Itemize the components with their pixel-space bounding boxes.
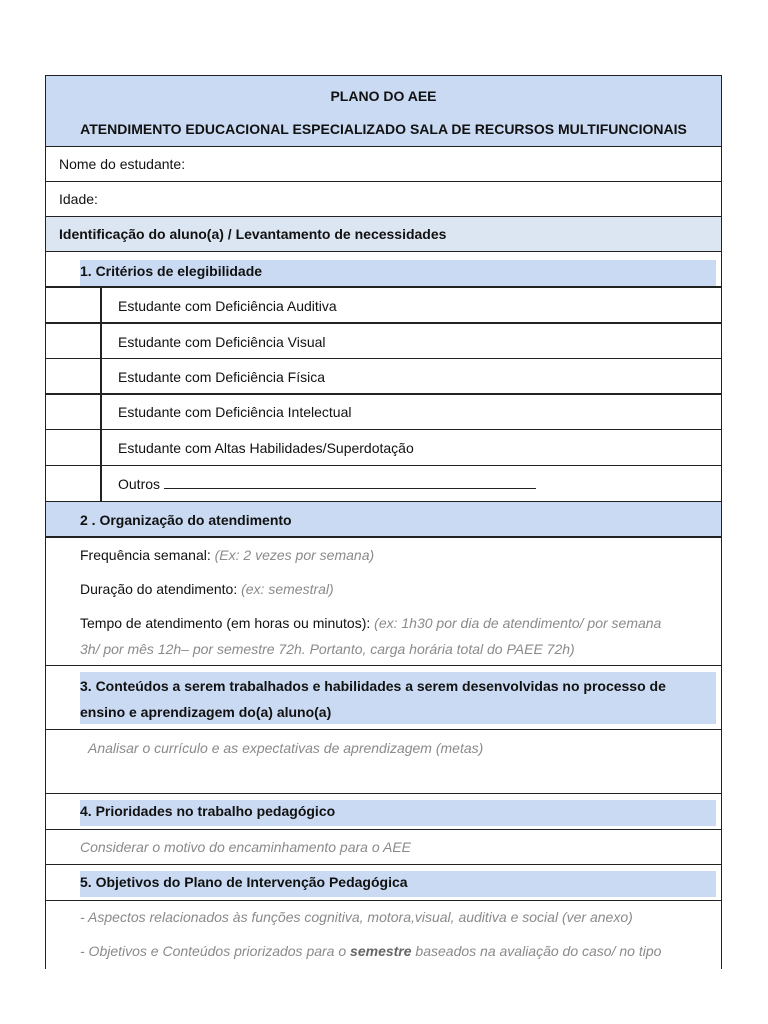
form-subtitle: ATENDIMENTO EDUCACIONAL ESPECIALIZADO SALA DE RECURSOS MULTIFUNCIONAIS (80, 121, 687, 137)
time-line (80, 615, 661, 631)
section5-content[interactable] (46, 901, 721, 970)
frequency-line (80, 547, 374, 563)
form-header (46, 76, 721, 147)
checklist-row[interactable] (46, 324, 721, 359)
section1-heading-row (46, 252, 721, 288)
section5-hint-2-emphasis: semestre (350, 943, 412, 959)
checkbox-cell[interactable] (46, 288, 102, 322)
frequency-label: Frequência semanal: (80, 547, 211, 563)
other-blank-line[interactable] (164, 476, 536, 489)
checkbox-cell[interactable] (46, 466, 102, 501)
checklist-row[interactable] (46, 288, 721, 324)
identification-row (46, 217, 721, 252)
section4-hint: Considerar o motivo do encaminhamento para o AEE (80, 839, 411, 855)
section5-heading-row (46, 865, 721, 901)
duration-line (80, 581, 334, 597)
section5-hint-2 (80, 943, 661, 959)
form-title: PLANO DO AEE (330, 88, 437, 104)
time-hint-continued: 3h/ por mês 12h– por semestre 72h. Portanto, carga horária total do PAEE 72h) (80, 641, 575, 657)
section2-title: 2 . Organização do atendimento (80, 512, 292, 528)
checkbox-cell[interactable] (46, 395, 102, 429)
section4-content[interactable] (46, 830, 721, 865)
duration-hint: (ex: semestral) (241, 581, 334, 597)
checklist-row[interactable] (46, 395, 721, 430)
checkbox-cell[interactable] (46, 324, 102, 358)
section2-heading-row (46, 502, 721, 538)
checklist-label: Estudante com Deficiência Visual (118, 334, 326, 350)
checklist-label: Estudante com Altas Habilidades/Superdotação (118, 440, 414, 456)
student-name-label: Nome do estudante: (59, 156, 186, 172)
section4-title: 4. Prioridades no trabalho pedagógico (80, 803, 336, 819)
age-label: Idade: (59, 191, 98, 207)
student-name-row[interactable] (46, 147, 721, 182)
duration-label: Duração do atendimento: (80, 581, 238, 597)
frequency-hint: (Ex: 2 vezes por semana) (214, 547, 375, 563)
section3-title-line2: ensino e aprendizagem do(a) aluno(a) (80, 704, 332, 720)
section3-title-line1: 3. Conteúdos a serem trabalhados e habilidades a serem desenvolvidas no processo de (80, 678, 666, 694)
checklist-row[interactable] (46, 430, 721, 466)
section3-heading-row (46, 666, 721, 730)
checklist-label: Estudante com Deficiência Auditiva (118, 298, 337, 314)
time-label: Tempo de atendimento (em horas ou minutos): (80, 615, 371, 631)
other-option (118, 476, 536, 492)
checklist-label: Estudante com Deficiência Intelectual (118, 404, 352, 420)
checklist-row[interactable] (46, 359, 721, 395)
section2-content[interactable] (46, 538, 721, 666)
section3-content[interactable] (46, 730, 721, 794)
section5-hint-2-part2: baseados na avaliação do caso/ no tipo (411, 943, 662, 959)
aee-plan-form (45, 75, 722, 969)
checkbox-cell[interactable] (46, 359, 102, 393)
section1-title: 1. Critérios de elegibilidade (80, 263, 263, 279)
time-hint: (ex: 1h30 por dia de atendimento/ por semana (374, 615, 662, 631)
identification-heading: Identificação do aluno(a) / Levantamento de necessidades (59, 226, 447, 242)
checkbox-cell[interactable] (46, 430, 102, 465)
section4-heading-row (46, 794, 721, 830)
other-label: Outros (118, 476, 161, 492)
age-row[interactable] (46, 182, 721, 217)
section5-hint-2-part1: - Objetivos e Conteúdos priorizados para o (80, 943, 351, 959)
checklist-label: Estudante com Deficiência Física (118, 369, 325, 385)
section5-hint-1: - Aspectos relacionados às funções cognitiva, motora,visual, auditiva e social (ver anexo) (80, 909, 633, 925)
section3-hint: Analisar o currículo e as expectativas de aprendizagem (metas) (88, 740, 484, 756)
checklist-row[interactable] (46, 466, 721, 502)
section5-title: 5. Objetivos do Plano de Intervenção Pedagógica (80, 874, 408, 890)
